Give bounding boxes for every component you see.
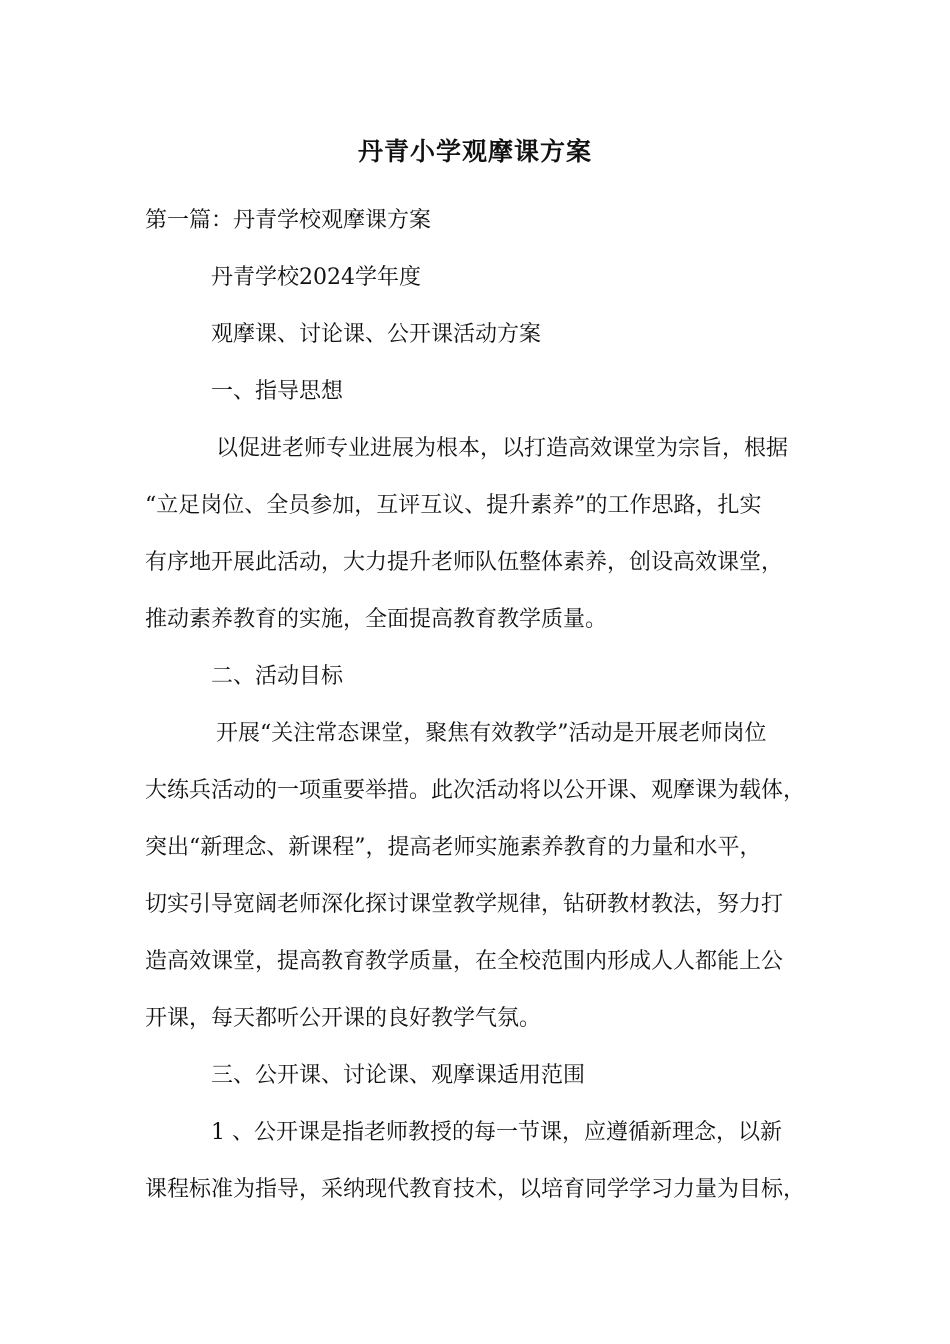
paragraph-line: 切实引导宽阔老师深化探讨课堂教学规律，钻研教材教法，努力打 (145, 892, 784, 917)
paragraph-line: 造高效课堂，提高教育教学质量，在全校范围内形成人人都能上公 (145, 949, 784, 974)
paragraph-line: 有序地开展此活动，大力提升老师队伍整体素养，创设高效课堂， (145, 550, 784, 575)
paragraph-line: 突出“新理念、新课程”，提高老师实施素养教育的力量和水平， (145, 835, 762, 860)
document-title: 丹青小学观摩课方案 (357, 137, 592, 166)
school-year-line: 丹青学校2024学年度 (211, 265, 421, 290)
paragraph-line: 以促进老师专业进展为根本，以打造高效课堂为宗旨，根据 (216, 436, 789, 461)
paragraph-line: 开展“关注常态课堂，聚焦有效教学”活动是开展老师岗位 (216, 721, 767, 746)
paragraph-line: “立足岗位、全员参加，互评互议、提升素养”的工作思路，扎实 (145, 493, 762, 518)
section-heading-part-one: 第一篇：丹青学校观摩课方案 (145, 208, 432, 233)
heading-guiding-ideology: 一、指导思想 (211, 379, 344, 404)
paragraph-line: 大练兵活动的一项重要举措。此次活动将以公开课、观摩课为载体， (145, 778, 806, 803)
heading-activity-goals: 二、活动目标 (211, 664, 344, 689)
plan-title-line: 观摩课、讨论课、公开课活动方案 (211, 322, 542, 347)
paragraph-line: 1 、公开课是指老师教授的每一节课，应遵循新理念，以新 (211, 1120, 782, 1145)
paragraph-line: 开课，每天都听公开课的良好教学气氛。 (145, 1006, 542, 1031)
heading-scope: 三、公开课、讨论课、观摩课适用范围 (211, 1063, 586, 1088)
paragraph-line: 课程标准为指导，采纳现代教育技术，以培育同学学习力量为目标， (145, 1177, 806, 1202)
paragraph-line: 推动素养教育的实施，全面提高教育教学质量。 (145, 607, 608, 632)
